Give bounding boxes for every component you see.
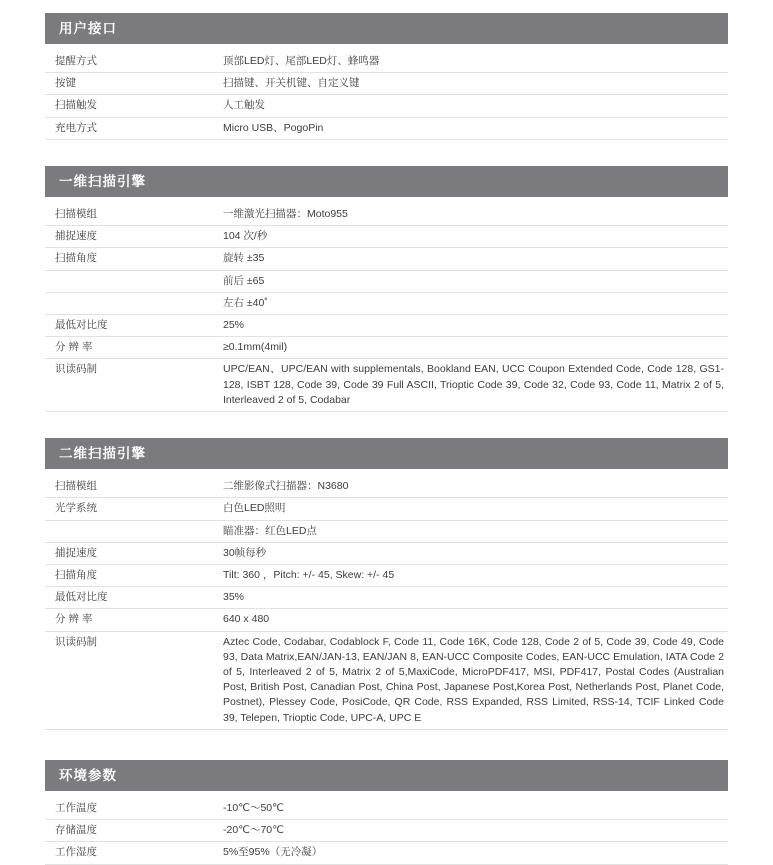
row-label: 按键	[45, 73, 215, 95]
table-row	[45, 609, 728, 631]
table-row	[45, 631, 728, 729]
section-title: 环境参数	[45, 760, 728, 791]
table-row	[45, 337, 728, 359]
table-row	[45, 226, 728, 248]
table-row	[45, 498, 728, 520]
row-label: 工作湿度	[45, 842, 215, 864]
section-2d-scan-engine	[45, 438, 728, 730]
row-label: 分 辨 率	[45, 609, 215, 631]
section-1d-scan-engine	[45, 166, 728, 412]
section-title: 用户接口	[45, 13, 728, 44]
section-spacer	[45, 412, 728, 438]
row-value: 左右 ±40˚	[215, 292, 728, 314]
row-label: 扫描角度	[45, 564, 215, 586]
section-environment	[45, 760, 728, 865]
table-row	[45, 359, 728, 412]
table-row	[45, 204, 728, 226]
row-value: Aztec Code, Codabar, Codablock F, Code 11, Code 16K, Code 128, Code 2 of 5, Code 39, Code 49, Code 93, Data Matrix,EAN/JAN-13, EAN/JAN 8, EAN-UCC Composite Codes, EAN-UCC Emulation, IATA Code 2 of 5, Interleaved 2 of 5, Matrix 2 of 5,MaxiCode, MicroPDF417, MSI, PDF417, Postal Codes (Australian Post, British Post, Canadian Post, China Post, Japanese Post,Korea Post, Netherlands Post, Planet Code, Postnet), Plessey Code, PosiCode, QR Code, RSS Expanded, RSS Limited, RSS-14, TCIF Linked Code 39, Telepen, Trioptic Code, UPC-A, UPC E	[215, 631, 728, 729]
row-label: 最低对比度	[45, 587, 215, 609]
row-label: 分 辨 率	[45, 337, 215, 359]
spec-table	[45, 798, 728, 865]
row-label: 扫描触发	[45, 95, 215, 117]
section-spacer	[45, 140, 728, 166]
row-label: 工作温度	[45, 798, 215, 820]
spec-table	[45, 204, 728, 412]
table-row	[45, 51, 728, 73]
row-value: 前后 ±65	[215, 270, 728, 292]
row-label	[45, 270, 215, 292]
table-row	[45, 248, 728, 270]
table-row	[45, 564, 728, 586]
section-spacer	[45, 730, 728, 760]
row-label	[45, 292, 215, 314]
row-label: 扫描模组	[45, 204, 215, 226]
table-row	[45, 292, 728, 314]
table-row	[45, 73, 728, 95]
table-row	[45, 117, 728, 139]
table-row	[45, 520, 728, 542]
row-value: 5%至95%（无冷凝）	[215, 842, 728, 864]
row-value: 一维激光扫描器：Moto955	[215, 204, 728, 226]
table-row	[45, 542, 728, 564]
row-label: 存储温度	[45, 820, 215, 842]
row-label	[45, 520, 215, 542]
row-label: 充电方式	[45, 117, 215, 139]
row-label: 捕捉速度	[45, 542, 215, 564]
row-value: 104 次/秒	[215, 226, 728, 248]
table-row	[45, 820, 728, 842]
table-row	[45, 314, 728, 336]
row-value: 二维影像式扫描器：N3680	[215, 476, 728, 498]
row-label: 光学系统	[45, 498, 215, 520]
row-label: 提醒方式	[45, 51, 215, 73]
table-row	[45, 842, 728, 864]
row-value: 白色LED照明	[215, 498, 728, 520]
row-value: Tilt: 360 ，Pitch: +/- 45, Skew: +/- 45	[215, 564, 728, 586]
row-label: 最低对比度	[45, 314, 215, 336]
table-row	[45, 587, 728, 609]
table-row	[45, 270, 728, 292]
row-label: 扫描模组	[45, 476, 215, 498]
table-row	[45, 798, 728, 820]
table-row	[45, 476, 728, 498]
row-value: 30帧每秒	[215, 542, 728, 564]
section-title: 二维扫描引擎	[45, 438, 728, 469]
row-value: 640 x 480	[215, 609, 728, 631]
row-label: 识读码制	[45, 359, 215, 412]
row-value: 旋转 ±35	[215, 248, 728, 270]
row-value: 瞄准器：红色LED点	[215, 520, 728, 542]
row-value: 35%	[215, 587, 728, 609]
row-label: 扫描角度	[45, 248, 215, 270]
row-value: ≥0.1mm(4mil)	[215, 337, 728, 359]
row-value: 扫描键、开关机键、自定义键	[215, 73, 728, 95]
spec-table	[45, 51, 728, 140]
row-value: 人工触发	[215, 95, 728, 117]
spec-table	[45, 476, 728, 730]
row-label: 识读码制	[45, 631, 215, 729]
table-row	[45, 95, 728, 117]
top-spacer	[45, 0, 728, 13]
section-user-interface	[45, 13, 728, 140]
row-value: 25%	[215, 314, 728, 336]
row-value: UPC/EAN、UPC/EAN with supplementals, Bookland EAN, UCC Coupon Extended Code, Code 128, GS1-128, ISBT 128, Code 39, Code 39 Full ASCII, Trioptic Code 39, Code 32, Code 93, Code 11, Matrix 2 of 5, Interleaved 2 of 5, Codabar	[215, 359, 728, 412]
row-value: Micro USB、PogoPin	[215, 117, 728, 139]
row-label: 捕捉速度	[45, 226, 215, 248]
row-value: -20℃～70℃	[215, 820, 728, 842]
row-value: 顶部LED灯、尾部LED灯、蜂鸣器	[215, 51, 728, 73]
section-title: 一维扫描引擎	[45, 166, 728, 197]
row-value: -10℃～50℃	[215, 798, 728, 820]
